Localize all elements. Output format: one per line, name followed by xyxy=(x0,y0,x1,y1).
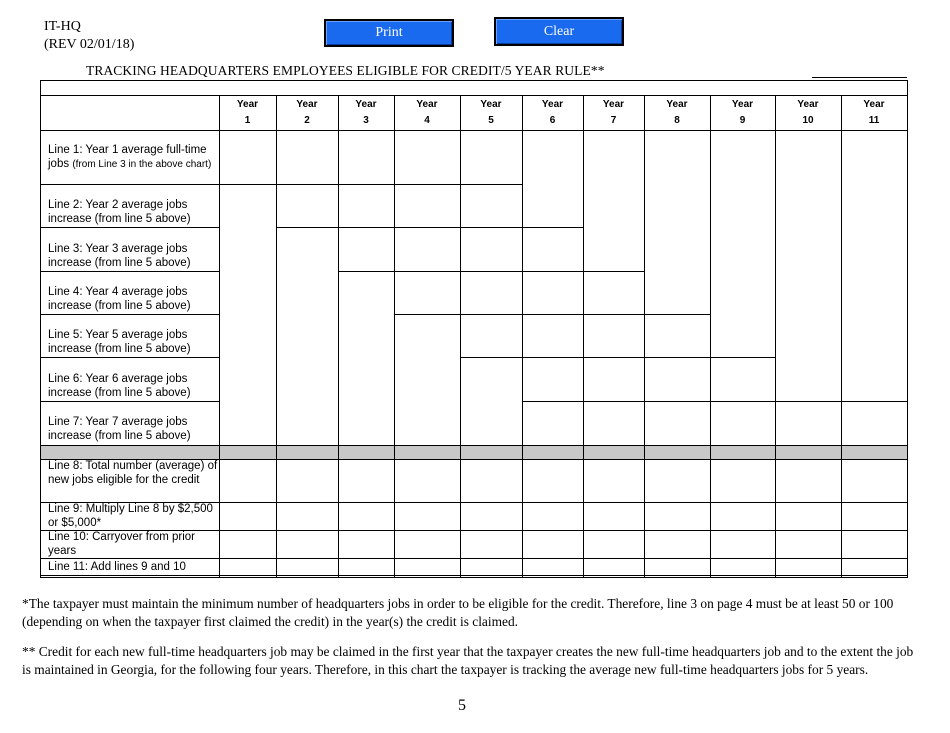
year-header-10: Year 10 xyxy=(797,99,819,126)
row-label-line-3: Line 3: Year 3 average jobs increase (from line 5 above) xyxy=(48,243,191,269)
row-label-line-7: Line 7: Year 7 average jobs increase (from line 5 above) xyxy=(48,416,191,442)
year-number: 3 xyxy=(363,115,369,126)
row-label-line-10: Line 10: Carryover from prior years xyxy=(48,531,195,557)
year-number: 5 xyxy=(488,115,494,126)
year-header-8: Year 8 xyxy=(666,99,688,126)
year-number: 1 xyxy=(244,115,251,126)
year-number: 6 xyxy=(549,115,556,126)
year-header-11: Year 11 xyxy=(863,99,885,126)
row-label-line-11: Line 11: Add lines 9 and 10 xyxy=(48,561,186,573)
row-label-line-8: Line 8: Total number (average) of new jobs eligible for the credit xyxy=(48,460,218,486)
year-number: 10 xyxy=(802,115,814,126)
row-label-line-1: Line 1: Year 1 average full-time jobs (from Line 3 in the above chart) xyxy=(48,144,212,170)
year-number: 8 xyxy=(674,115,680,126)
clear-button[interactable]: Clear xyxy=(494,17,624,46)
year-number: 7 xyxy=(610,115,617,126)
page-title: TRACKING HEADQUARTERS EMPLOYEES ELIGIBLE FOR CREDIT/5 YEAR RULE** xyxy=(86,63,605,78)
separator-row xyxy=(41,445,907,459)
print-button[interactable]: Print xyxy=(324,19,454,47)
year-header-1: Year 1 xyxy=(236,99,259,126)
year-header-9: Year 9 xyxy=(731,99,754,126)
footnote-double-asterisk: ** Credit for each new full-time headquarters job may be claimed in the first year that the taxpayer creates the new full-time headquarters job and to the extent the job is maintained in Georgia, for the following four years. Therefore, in this chart the taxpayer is tracking the average new full-time headquarters jobs for 5 years. xyxy=(22,644,914,677)
form-code: IT-HQ xyxy=(44,19,81,34)
year-header-7: Year 7 xyxy=(602,99,625,126)
staircase-rules xyxy=(219,185,907,402)
footnote-single-asterisk: *The taxpayer must maintain the minimum number of headquarters jobs in order to be eligible for the credit. Therefore, line 3 on page 4 must be at least 50 or 100 (depending on when the taxpayer first claimed the credit) in the year(s) the credit is claimed. xyxy=(22,596,894,629)
year-header-3: Year 3 xyxy=(355,99,377,126)
row-label-line-5: Line 5: Year 5 average jobs increase (from line 5 above) xyxy=(48,329,191,355)
year-header-4: Year 4 xyxy=(416,99,438,126)
year-number: 4 xyxy=(424,115,430,126)
year-number: 11 xyxy=(868,115,880,126)
page-number: 5 xyxy=(458,697,466,714)
year-number: 9 xyxy=(739,115,746,126)
year-header-6: Year 6 xyxy=(541,99,564,126)
row-label-line-4: Line 4: Year 4 average jobs increase (from line 5 above) xyxy=(48,286,191,312)
row-label-line-6: Line 6: Year 6 average jobs increase (from line 5 above) xyxy=(48,373,191,399)
row-label-note: (from Line 3 in the above chart) xyxy=(72,158,212,170)
row-label-line-9: Line 9: Multiply Line 8 by $2,500 or $5,000* xyxy=(48,503,213,529)
year-header-5: Year 5 xyxy=(480,99,502,126)
year-number: 2 xyxy=(304,115,310,126)
year-header-2: Year 2 xyxy=(296,99,318,126)
row-label-line-2: Line 2: Year 2 average jobs increase (from line 5 above) xyxy=(48,199,191,225)
form-revision: (REV 02/01/18) xyxy=(44,37,135,52)
